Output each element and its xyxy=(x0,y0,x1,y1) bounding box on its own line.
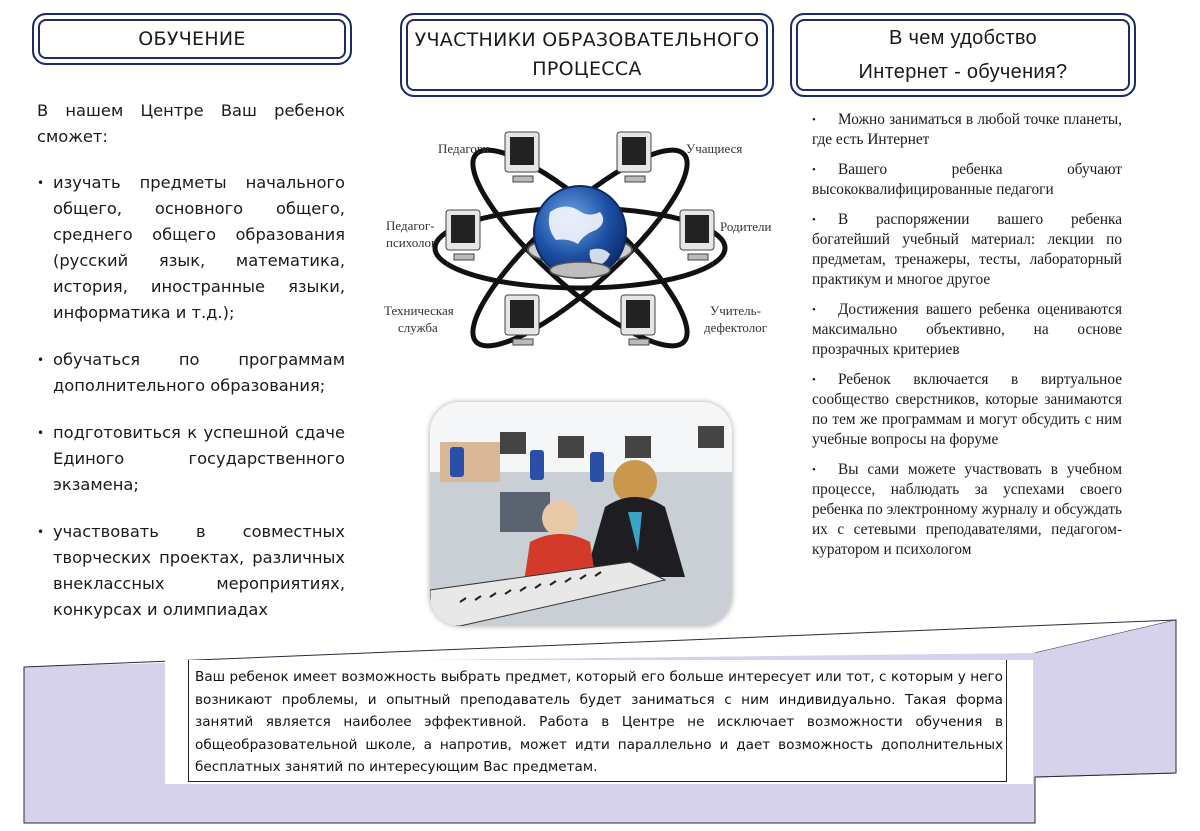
monitor-icon xyxy=(505,132,539,182)
list-item: • изучать предметы начального общего, основного общего, среднего общего образования (русский язык, математика, история, иностранные языки, информатика и т.д.); xyxy=(37,170,345,326)
list-item: • участвовать в совместных творческих проектах, различных внеклассных мероприятиях, конкурсах и олимпиадах xyxy=(37,519,345,623)
header-participants-line1: УЧАСТНИКИ ОБРАЗОВАТЕЛЬНОГО xyxy=(414,29,760,51)
label-students: Учащиеся xyxy=(686,141,743,156)
bottom-note-text: Ваш ребенок имеет возможность выбрать предмет, который его больше интересует или тот, с которым у него возникают проблемы, и опытный преподаватель будет заниматься с ним индивидуально. Такая форма занятий является наиболее эффективной. Работа в Центре не исключает возможности обучения в общеобразовательной школе, а напротив, может идти параллельно и дает возможность дополнительных бесплатных занятий по интересующим Вас предметам. xyxy=(188,660,1007,782)
header-convenience-line2: Интернет - обучения? xyxy=(858,61,1068,83)
label-defectologist: Учитель- xyxy=(710,303,761,318)
classroom-photo xyxy=(430,402,732,626)
header-participants-line2: ПРОЦЕССА xyxy=(532,58,642,80)
list-item: • В распоряжении вашего ребенка богатейший учебный материал: лекции по предметам, тренажеры, тесты, лабораторный практикум и многое другое xyxy=(812,211,1122,288)
participants-diagram xyxy=(380,120,780,370)
list-item: • Вы сами можете участвовать в учебном процессе, наблюдать за успехами своего ребенка по электронному журналу и обсуждать их с сетевыми преподавателями, педагогом-куратором и психологом xyxy=(812,461,1122,558)
header-convenience-line1: В чем удобство xyxy=(888,27,1037,49)
list-item: • Достижения вашего ребенка оцениваются максимально объективно, на основе прозрачных критериев xyxy=(812,301,1122,358)
bottom-note xyxy=(165,660,1033,784)
label-psychologist: психолог xyxy=(386,235,437,250)
list-item: • обучаться по программам дополнительного образования; xyxy=(37,347,345,399)
convenience-column xyxy=(812,110,1122,570)
header-participants xyxy=(400,13,774,97)
monitor-icon xyxy=(446,210,480,260)
list-item: • Ребенок включается в виртуальное сообщество сверстников, которые занимаются по тем же программам и могут обсудить с ним учебные вопросы на форуме xyxy=(812,371,1122,448)
monitor-icon xyxy=(680,210,714,260)
label-psychologist: Педагог- xyxy=(386,218,435,233)
header-convenience xyxy=(790,13,1136,97)
label-defectologist: дефектолог xyxy=(704,320,768,335)
header-learning-text: ОБУЧЕНИЕ xyxy=(138,27,246,50)
label-parents: Родители xyxy=(720,219,772,234)
learning-intro: В нашем Центре Ваш ребенок сможет: xyxy=(37,101,345,146)
list-item: • Можно заниматься в любой точке планеты, где есть Интернет xyxy=(812,111,1122,148)
label-tech-service: Техническая xyxy=(384,303,454,318)
label-tech-service: служба xyxy=(398,320,438,335)
list-item: • Вашего ребенка обучают высококвалифицированные педагоги xyxy=(812,161,1122,198)
monitor-icon xyxy=(617,132,651,182)
convenience-list xyxy=(812,110,1122,560)
learning-column xyxy=(37,98,345,644)
list-item: • подготовиться к успешной сдаче Единого государственного экзамена; xyxy=(37,420,345,498)
learning-list xyxy=(37,170,345,623)
label-teachers: Педагоги xyxy=(438,141,490,156)
header-learning xyxy=(32,13,352,65)
